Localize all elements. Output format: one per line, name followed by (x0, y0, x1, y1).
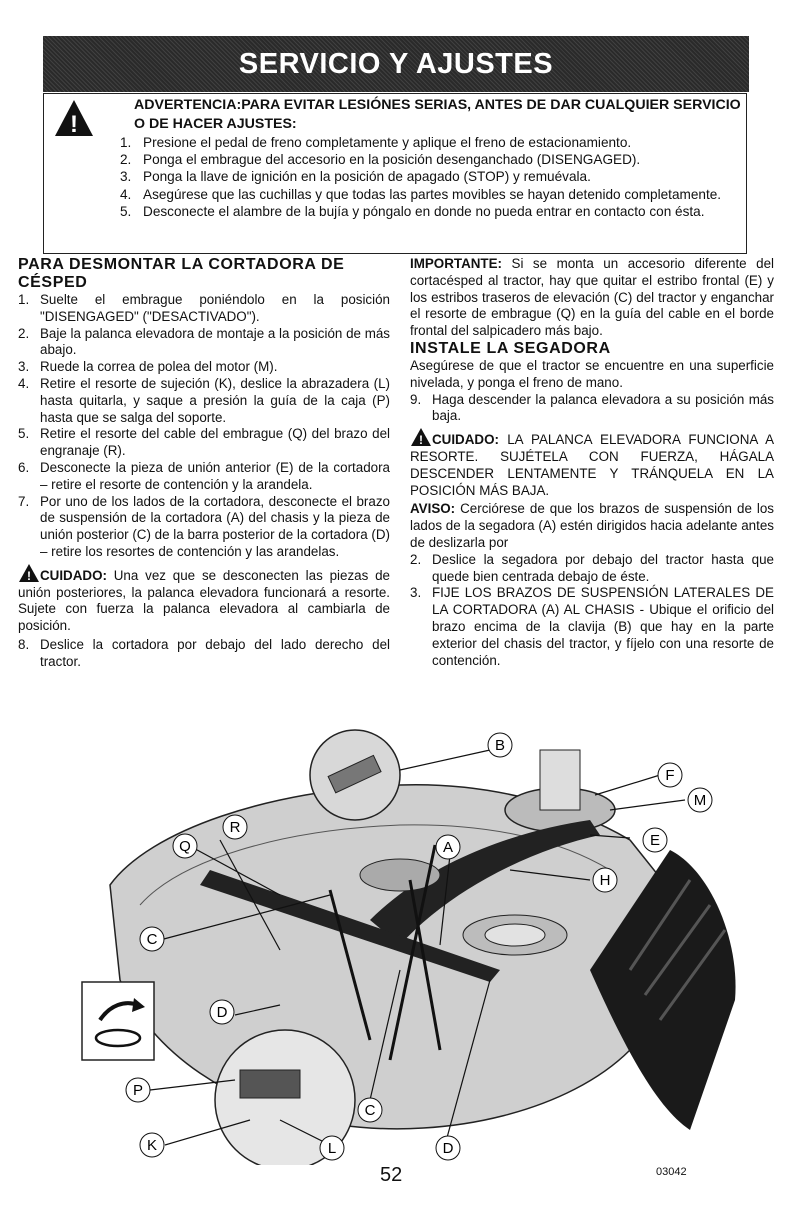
callout-a (436, 835, 460, 859)
callout-f (658, 763, 682, 787)
callout-text: Q (179, 838, 191, 855)
section-heading-remove: PARA DESMONTAR LA CORTADORA DE CÉSPED (18, 256, 345, 291)
step-text: Asegúrese que las cuchillas y que todas las partes movibles se hayan detenido completamente. (143, 186, 722, 202)
callout-h (593, 868, 617, 892)
callout-text: P (132, 1082, 144, 1099)
callout-k (140, 1133, 164, 1157)
step-number: 1. (18, 292, 30, 307)
aviso-label: AVISO: (410, 501, 456, 517)
aviso-text: Cerciórese de que los brazos de suspensión de los lados de la segadora (A) estén dirigidos hacia adelante antes de deslizarla por (410, 501, 774, 550)
step-text: Haga descender la palanca elevadora a su posición más baja. (432, 391, 774, 424)
callout-text: F (665, 767, 675, 784)
list-item (410, 585, 774, 669)
svg-text:!: ! (70, 111, 78, 138)
caution-text: LA PALANCA ELEVADORA FUNCIONA A RESORTE. SUJÉTELA CON FUERZA, HÁGALA DESCENDER LENTAMENTE Y TRÁNQUELA EN LA POSICIÓN MÁS BAJA. (410, 432, 774, 498)
list-item (120, 151, 740, 168)
callout-text: C (146, 931, 158, 948)
page-number: 52 (380, 1164, 403, 1186)
section-banner (43, 36, 749, 92)
step-number: 6. (18, 459, 30, 475)
right-column (410, 256, 774, 669)
step-text: Deslice la cortadora por debajo del lado derecho del tractor. (40, 636, 390, 669)
step-number: 5. (18, 426, 30, 442)
step-text: Ponga el embrague del accesorio en la posición desenganchado (DISENGAGED). (143, 152, 641, 168)
caution-label: CUIDADO: (432, 432, 499, 448)
important-text: Si se monta un accesorio diferente del cortacésped al tractor, hay que quitar el estribo frontal (E) y los estribos traseros de elevación (C) del tractor y enganchar el resorte de embrague (Q) en la guía del cable en el borde frontal del salpicadero más bajo. (410, 256, 774, 339)
list-item (120, 134, 740, 151)
step-number: 2. (410, 551, 422, 567)
section-title: SERVICIO Y AJUSTES (238, 47, 554, 80)
callout-d-bottom (436, 1136, 460, 1160)
callout-c-left (140, 927, 164, 951)
step-text: Baje la palanca elevadora de montaje a la posición de más abajo. (40, 325, 390, 358)
callout-text: M (693, 792, 707, 809)
callout-text: D (442, 1140, 454, 1157)
step-text: Retire el resorte de sujeción (K), deslice la abrazadera (L) hasta quitarla, y saque a presión la guía de la caja (P) hasta que se salga del soporte. (40, 375, 390, 425)
caution-note-left (18, 563, 390, 635)
list-item (18, 326, 390, 360)
step-number: 3. (120, 169, 132, 185)
list-item (18, 359, 390, 376)
important-note (410, 256, 774, 340)
step-text: Presione el pedal de freno completamente y aplique el freno de estacionamiento. (143, 135, 632, 150)
callout-q (173, 834, 197, 858)
right-spindle-hub (485, 924, 545, 946)
warning-triangle-icon (54, 98, 94, 138)
callout-l (320, 1136, 344, 1160)
step-text: Desconecte la pieza de unión anterior (E) de la cortadora – retire el resorte de contención y la arandela. (40, 459, 390, 492)
callout-text: B (494, 737, 506, 754)
step-number: 7. (18, 493, 30, 509)
list-item (18, 426, 390, 460)
warning-triangle-icon (410, 427, 432, 447)
list-item (18, 494, 390, 561)
install-step-9 (410, 392, 774, 426)
warning-steps (120, 134, 740, 220)
step-text: Deslice la segadora por debajo del tractor hasta que quede bien centrada debajo de éste. (432, 551, 774, 584)
step-text: Por uno de los lados de la cortadora, desconecte el brazo de suspensión de la cortadora (A) del chasis y la pieza de unión posterior (C) de la barra posterior de la cortadora (D) – retire los resortes de contención y las arandelas. (40, 493, 390, 559)
belt-keeper (240, 1070, 300, 1098)
list-item (120, 186, 740, 203)
callout-text: D (216, 1004, 228, 1021)
callout-d-left (210, 1000, 234, 1024)
caution-label: CUIDADO: (40, 567, 107, 583)
callout-p (126, 1078, 150, 1102)
step-number: 9. (410, 391, 422, 407)
step-text: Ruede la correa de polea del motor (M). (40, 359, 278, 375)
callout-b (488, 733, 512, 757)
svg-text:!: ! (27, 568, 31, 583)
callout-r (223, 815, 247, 839)
step-number: 2. (120, 152, 132, 168)
clip-inset (82, 982, 154, 1060)
step-text: Ponga la llave de ignición en la posición de apagado (STOP) y remuévala. (143, 169, 591, 185)
step-number: 4. (120, 186, 132, 202)
step-number: 8. (18, 636, 30, 652)
step-number: 2. (18, 325, 30, 341)
step-text: Retire el resorte del cable del embrague (Q) del brazo del engranaje (R). (40, 426, 390, 459)
step-number: 1. (120, 135, 132, 150)
mower-deck-illustration (70, 720, 750, 1165)
section-heading-install: INSTALE LA SEGADORA (410, 339, 611, 357)
callout-c-bottom (358, 1098, 382, 1122)
list-item (18, 460, 390, 494)
install-intro: Asegúrese de que el tractor se encuentre en una superficie nivelada, y ponga el freno de mano. (410, 357, 774, 390)
callout-text: C (364, 1102, 376, 1119)
callout-text: K (146, 1137, 158, 1154)
install-steps (410, 552, 774, 670)
remove-steps (18, 292, 390, 561)
left-column (18, 256, 390, 671)
warning-triangle-icon (18, 563, 40, 583)
warning-box (43, 93, 747, 254)
step-text: Desconecte el alambre de la bujía y póngalo en donde no pueda entrar en contacto con ésta. (143, 203, 705, 219)
callout-text: E (649, 832, 661, 849)
callout-text: R (229, 819, 241, 836)
callout-text: L (327, 1140, 337, 1157)
callout-m (688, 788, 712, 812)
remove-steps-final (18, 637, 390, 671)
list-item (18, 376, 390, 426)
list-item (18, 292, 390, 326)
pulley-shaft (540, 750, 580, 810)
caution-text: Una vez que se desconecten las piezas de unión posteriores, la palanca elevadora funcionará a resorte. Sujete con fuerza la palanca elevadora al cambiarla de posición. (18, 567, 390, 634)
important-label: IMPORTANTE: (410, 256, 502, 271)
step-number: 4. (18, 375, 30, 391)
warning-title: ADVERTENCIA:PARA EVITAR LESIÓNES SERIAS, ANTES DE DAR CUALQUIER SERVICIO O DE HACER AJUSTES: (134, 97, 741, 132)
list-item (410, 552, 774, 586)
step-text: Suelte el embrague poniéndolo en la posición "DISENGAGED" ("DESACTIVADO"). (40, 292, 390, 324)
callout-text: H (599, 872, 611, 889)
svg-text:!: ! (419, 433, 423, 448)
callout-e (643, 828, 667, 852)
caution-note-right (410, 427, 774, 499)
step-number: 3. (18, 359, 30, 375)
list-item (120, 203, 740, 220)
step-text: FIJE LOS BRAZOS DE SUSPENSIÓN LATERALES DE LA CORTADORA (A) AL CHASIS - Ubique el orificio del brazo encima de la clavija (B) que hay en la parte exterior del chasis del tractor, y fíjelo con una resorte de contención. (432, 585, 774, 668)
list-item (410, 392, 774, 426)
callout-text: A (442, 839, 454, 856)
figure-code: 03042 (656, 1166, 687, 1178)
step-number: 5. (120, 203, 132, 219)
step-number: 3. (410, 585, 422, 601)
list-item (18, 637, 390, 671)
aviso-note (410, 501, 774, 551)
list-item (120, 168, 740, 185)
